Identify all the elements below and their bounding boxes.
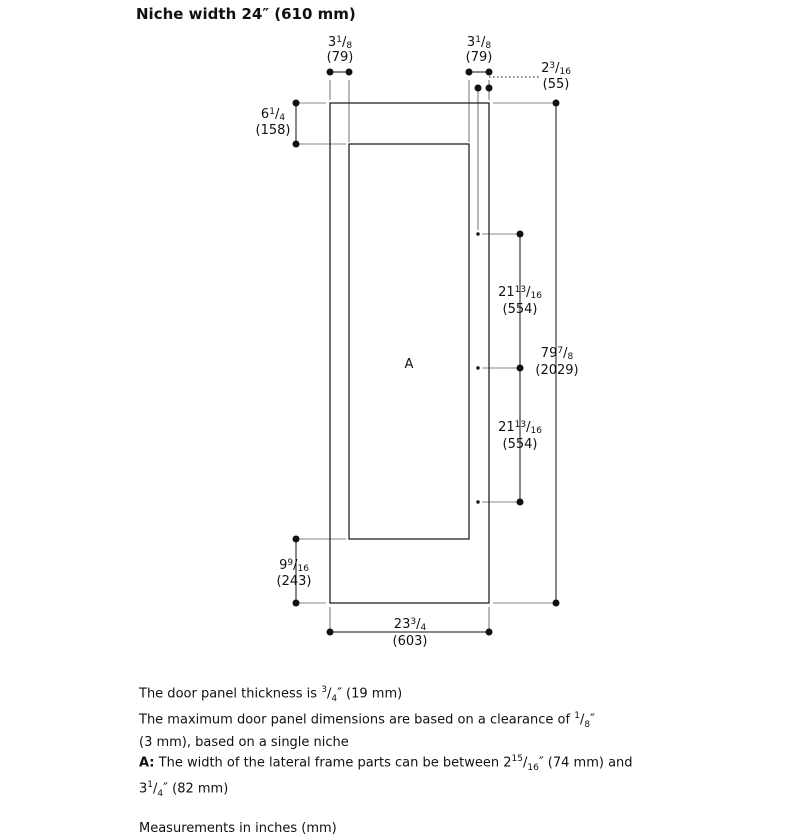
- dim-left-top: $6^1/4$: [260, 107, 286, 123]
- dim-right-lower-mm: (554): [502, 437, 538, 452]
- dim-top-right: $3^1/8$: [466, 35, 492, 51]
- note-thickness: The door panel thickness is $^3/_4''$ (19 mm): [139, 685, 403, 704]
- note-clearance: The maximum door panel dimensions are based on a clearance of $^1/_8''$: [139, 710, 595, 730]
- dim-top-left: $3^1/8$: [327, 35, 353, 51]
- door-panel-outline: [330, 103, 489, 603]
- note-clearance-line2: (3 mm), based on a single niche: [139, 734, 349, 750]
- dim-left-bottom: $9^9/16$: [279, 558, 309, 574]
- dim-width-mm: (603): [392, 634, 428, 649]
- dim-height-mm: (2029): [535, 363, 579, 378]
- dim-height: $79^7/8$: [540, 346, 574, 362]
- dim-top-edge: $2^3/16$: [541, 61, 571, 77]
- dim-left-bottom-mm: (243): [276, 574, 312, 589]
- dim-right-upper: $21^{13}/16$: [498, 285, 542, 301]
- dim-left-top-mm: (158): [255, 123, 291, 138]
- extension-lines: [296, 80, 556, 632]
- dim-right-upper-mm: (554): [502, 302, 538, 317]
- dim-top-right-mm: (79): [465, 50, 493, 65]
- dim-top-left-mm: (79): [326, 50, 354, 65]
- note-units: Measurements in inches (mm): [139, 820, 337, 836]
- note-frame: A: The width of the lateral frame parts can be between $2^{15}/_{16}''$ (74 mm) and: [139, 753, 633, 773]
- dim-right-lower: $21^{13}/16$: [498, 420, 542, 436]
- page-title: Niche width 24″ (610 mm): [136, 5, 356, 23]
- note-frame-line2: $3^1/_4''$ (82 mm): [139, 779, 229, 799]
- panel-label: A: [404, 357, 414, 372]
- dimension-points: [293, 69, 560, 636]
- dimension-lines: [296, 72, 556, 632]
- dim-width: $23^3/4$: [393, 617, 427, 633]
- notes: [139, 682, 719, 837]
- inner-panel: [349, 144, 469, 539]
- dim-top-edge-mm: (55): [542, 77, 570, 92]
